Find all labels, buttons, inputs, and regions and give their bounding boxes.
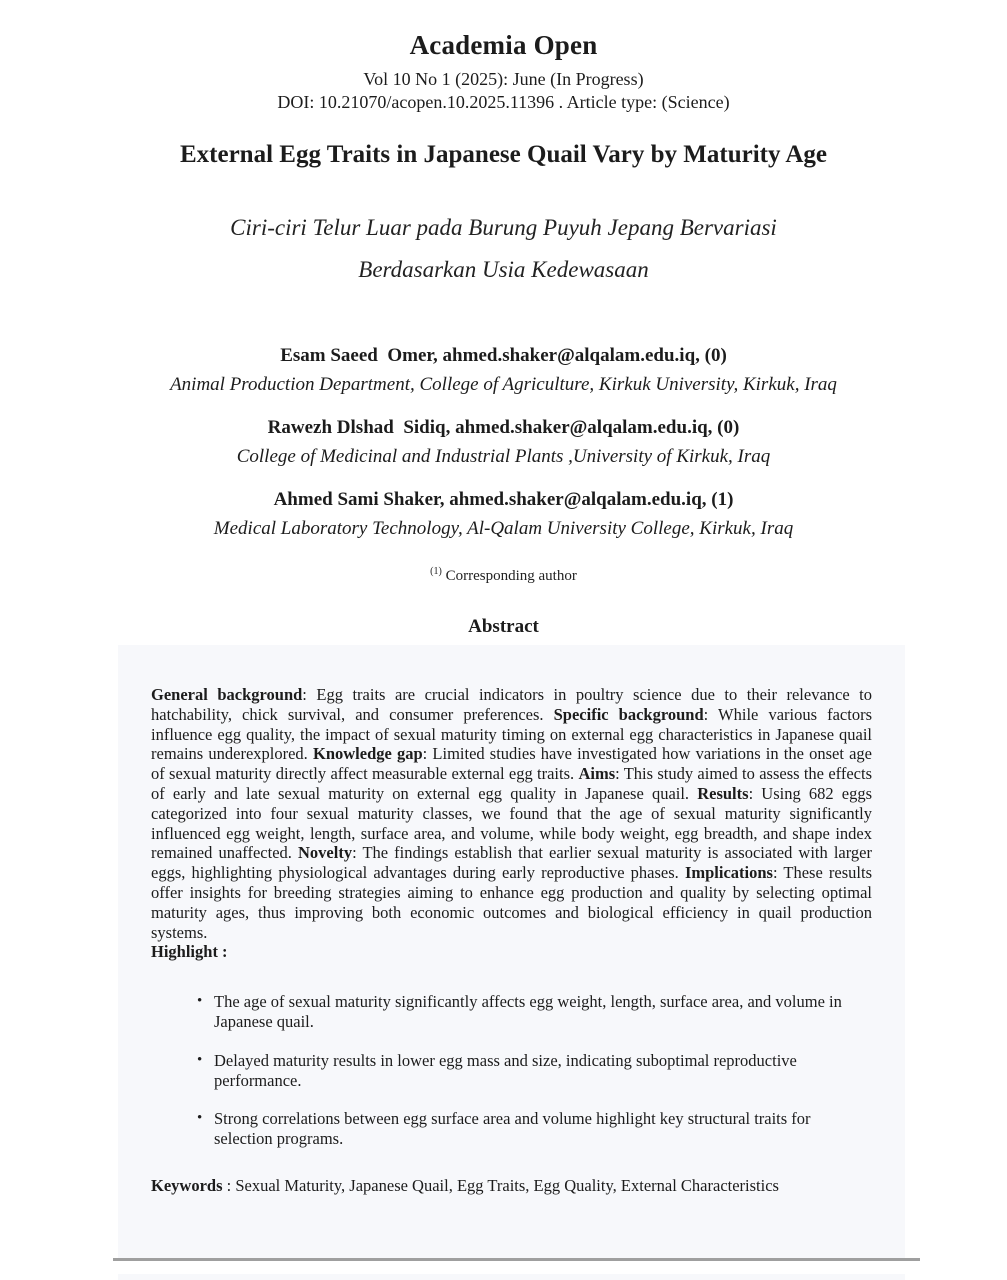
highlight-label: Highlight : [151,942,228,962]
abstract-paragraph: General background: Egg traits are crucial indicators in poultry science due to their relevance to hatchability, chick survival, and consumer preferences. Specific background: While various factors influence egg quality, the impact of sexual maturity timing on external egg characteristics in Japanese quail remains underexplored. Knowledge gap: Limited studies have investigated how variations in the onset age of sexual maturity directly affect measurable external egg traits. Aims: This study aimed to assess the effects of early and late sexual maturity on external egg quality in Japanese quail. Results: Using 682 eggs categorized into four sexual maturity classes, we found that the age of sexual maturity significantly influenced egg weight, length, surface area, and volume, while body weight, egg breadth, and shape index remained unaffected. Novelty: The findings establish that earlier sexual maturity is associated with larger eggs, highlighting physiological advantages during early reproductive phases. Implications: These results offer insights for breeding strategies aiming to enhance egg production and quality by selecting optimal maturity ages, thus improving both economic outcomes and biological efficiency in quail production systems. [151,685,873,942]
abstract-term: Specific background [553,704,704,724]
author-affiliation: Medical Laboratory Technology, Al-Qalam University College, Kirkuk, Iraq [213,518,794,539]
author-entry [0,341,1007,399]
journal-name: Academia Open [409,30,598,60]
abstract-heading: Abstract [468,616,539,637]
author-name-email: Ahmed Sami Shaker, ahmed.shaker@alqalam.edu.iq, (1) [273,489,734,510]
author-affiliation: College of Medicinal and Industrial Plants ,University of Kirkuk, Iraq [236,446,771,467]
section-divider [113,1258,920,1261]
footnote-marker: (1) [430,566,442,577]
doi-line: DOI: 10.21070/acopen.10.2025.11396 . Article type: (Science) [277,92,730,112]
authors-list [0,341,1007,543]
keywords-text: Sexual Maturity, Japanese Quail, Egg Traits, Egg Quality, External Characteristics [235,1175,779,1195]
abstract-term: Novelty [298,843,353,863]
keywords-line [151,1176,872,1196]
highlight-list [197,992,868,1149]
abstract-panel [118,645,905,1258]
author-name-email: Esam Saeed Omer, ahmed.shaker@alqalam.edu.iq, (0) [280,345,727,366]
author-entry [0,413,1007,471]
journal-meta [0,68,1007,114]
issue-line: Vol 10 No 1 (2025): June (In Progress) [363,69,644,89]
article-subtitle-line1: Ciri-ciri Telur Luar pada Burung Puyuh Jepang Bervariasi [230,215,777,240]
corresponding-author-text: Corresponding author [445,568,577,584]
abstract-term: Results [697,783,749,803]
article-title: External Egg Traits in Japanese Quail Vary by Maturity Age [179,141,828,168]
highlight-item: • Delayed maturity results in lower egg mass and size, indicating suboptimal reproductive performance. [197,1051,868,1091]
author-name-email: Rawezh Dlshad Sidiq, ahmed.shaker@alqalam.edu.iq, (0) [267,417,740,438]
abstract-term: Knowledge gap [312,744,423,764]
abstract-term: General background [151,685,303,704]
highlight-item: • Strong correlations between egg surface area and volume highlight key structural traits for selection programs. [197,1109,868,1149]
author-entry [0,485,1007,543]
corresponding-author-note [0,566,1007,585]
article-subtitle-translated [0,207,1007,291]
keywords-label: Keywords [151,1175,223,1195]
author-affiliation: Animal Production Department, College of Agriculture, Kirkuk University, Kirkuk, Iraq [170,374,837,395]
keywords-separator: : [222,1175,236,1195]
next-section-panel-edge [118,1274,905,1280]
abstract-term: Implications [684,863,773,883]
highlight-item: • The age of sexual maturity significantly affects egg weight, length, surface area, and volume in Japanese quail. [197,992,868,1032]
article-subtitle-line2: Berdasarkan Usia Kedewasaan [358,257,649,282]
abstract-term: Aims [578,764,616,784]
